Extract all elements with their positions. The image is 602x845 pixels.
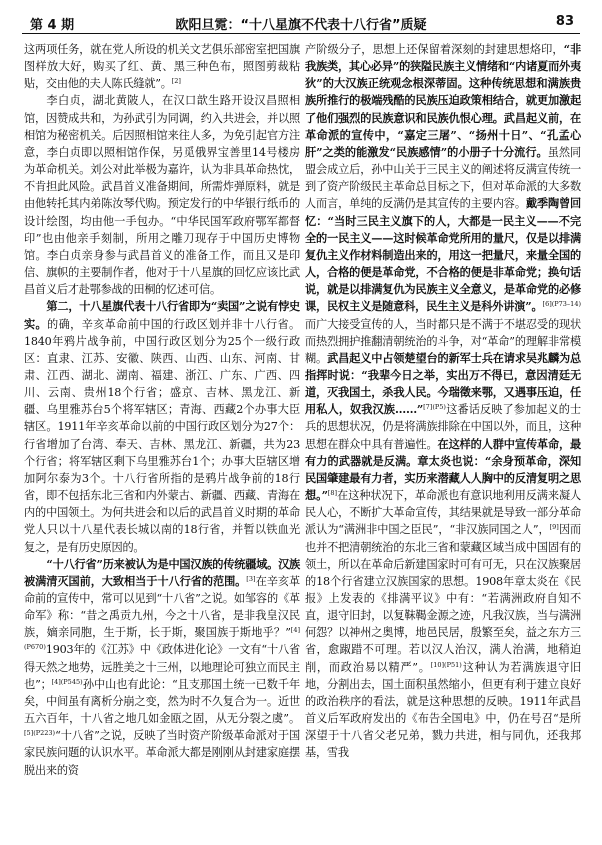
bold-text: “非我族类，其心必异”的狭隘民族主义情绪和“内诸夏而外夷狄”的大汉族正统观念根深蒂固。这种传统思想和满族贵族所推行的极端残酷的民族压迫政策相结合，就更加激起了他们强烈的民族意识和民族仇恨心理。武昌起义前，在革命派的宣传中，“嘉定三屠”、“扬州十日”、“孔孟心肝”之类的能激发“民族感情”的小册子十分流行。 (305, 42, 581, 159)
citation: [9] (549, 523, 559, 532)
paragraph (24, 298, 300, 555)
bold-text: 在这样的人群中宣传革命，最有力的武器就是反满。章太炎也说：“余身预革命，深知民国肇建最有力者，实历来潜藏人人胸中的反清复明之思想。” (305, 436, 581, 503)
paragraph-text: 李白贞，湖北黄陂人，在汉口歆生路开设汉昌照相馆，因赞成共和，为孙武引为同调，约入共进会，并以照相馆为秘密机关。后因照相馆来往人多，为免引起官方注意，李白贞即以照相馆作保，另觅俄界宝善里14号楼房为革命机关。刘公对此举极为嘉许，认为非具革命热忱，不肯担此风险。武昌首义准备期间，所需炸弹原料，就是由他转托其内弟陈汝琴代购。预定发行的中华银行纸币的设计绘图，均由他一手包办。“中华民国军政府鄂军都督印”也由他亲手刻制，所用之雕刀现存于中国历史博物馆。李白贞亲身参与武昌首义的准备工作，而且又是印信、旗帜的主要制作者，他对于十八星旗的回忆应该比武昌首义后才赴鄂参战的田桐的忆述可信。 (24, 94, 300, 297)
citation: [4](P545) (51, 677, 83, 686)
page-number: 83 (555, 14, 574, 29)
citation: [7](P5) (423, 403, 446, 412)
paragraph-text: 这番话反映了参加起义的士兵的思想状况，仍是将满族排除在中国以外，而且，这种思想在群众中具有普遍性。 (305, 403, 581, 451)
paragraph-text: 虽然同盟会成立后，孙中山关于三民主义的阐述将反满宣传统一到了资产阶级民主革命总目标之下，但对革命派的大多数人而言，单纯的反满仍是其宣传的主要内容。 (305, 145, 581, 211)
right-column (305, 41, 581, 762)
paragraph-text: 1903年的《江苏》中《政体进化论》一文有“十八省得天然之地势，远胜美之十三州，以地理论可独立而民主也”； (24, 643, 300, 691)
issue-number: 第 4 期 (30, 18, 75, 33)
paragraph-text: 这两项任务，就在党人所设的机关文艺俱乐部密室把国旗图样放大好，购买了红、黄、黑三种色布，照图剪裁粘贴，交由他的夫人陈氏缝就”。 (24, 43, 300, 91)
citation: [8] (327, 489, 337, 498)
paragraph-text: 孙中山也有此论：“且支那国土统一已数千年矣，中间虽有离析分崩之变，然为时不久复合为一。近世五六百年，十八省之地几如金瓯之固，从无分裂之虞”。 (24, 677, 300, 726)
citation: [3] (246, 574, 256, 583)
paragraph-text: 的确，辛亥革命前中国的行政区划并非十八行省。1840年鸦片战争前，中国行政区划分为25个一级行政区：直隶、江苏、安徽、陕西、山西、山东、河南、甘肃、江西、湖北、湖南、福建、浙江、广东、广西、四川、云南、贵州18个行省；盛京、吉林、黑龙江、新疆、乌里雅苏台5个将军辖区；青海、西藏2个办事大臣辖区。1911年辛亥革命以前的中国行政区划分为27个：行省增加了台湾、奉天、吉林、黑龙江、新疆，共为23个行省；将军辖区剩下乌里雅苏台1个；办事大臣辖区增加阿尔泰为3个。十八行省所指的是鸦片战争前的18行省，即不包括东北三省和内外蒙古、新疆、西藏、青海在内的中国领土。为何共进会和以后的武昌首义时期的革命党人只以十八星代表长城以南的18行省，并暂以铁血光复之，是有历史原因的。 (24, 317, 300, 554)
citation: [6](P73–14) (542, 300, 581, 309)
citation: [5](P223) (24, 729, 56, 738)
running-header (22, 8, 580, 34)
paragraph-text: 在这种状况下，革命派也有意识地利用反满来凝人民人心，不断扩大革命宣传，其结果就是导致一部分革命派认为“满洲非中国之臣民”，“非汉族同国之人”， (305, 489, 581, 537)
left-column (24, 41, 300, 779)
bold-lead: 第二，十八星旗代表十八行省即为“卖国”之说有悖史实。 (24, 299, 300, 331)
paragraph-text: 这种认为若满族退守旧地，分割出去，国土面积虽然缩小，但更有利于建立良好的政治秩序的看法，就是这种思想的反映。1911年武昌首义后军政府发出的《布告全国电》中，仍在号召“是所深望于十八省父老兄弟，戮力共进，相与同仇，还我邦基，雪我 (305, 660, 581, 760)
paragraph-text: “十八省”之说，反映了当时资产阶级革命派对于国家民族问题的认识水平。革命派大都是刚刚从封建家庭摆脱出来的资 (24, 729, 300, 777)
paragraph (24, 556, 300, 779)
paragraph-text: 因而也并不把清朝统治的东北三省和蒙藏区域当成中国固有的领土，所以在革命后新建国家时可有可无，只在汉族聚居的18个行省建立汉族国家的思想。1908年章太炎在《民报》上发表的《排满平议》中有：“若满洲政府自知不直，退守旧封，以复靺鞨金源之迹，凡我汉族，当与满洲何怨？以神州之奥博，地邑民居，殷繁至矣，益之东方三省，愈踧踖不可理。若以汉人治汉，满人治满，地稍迫削，而政治易以精严”。 (305, 523, 581, 674)
citation: [2] (171, 77, 181, 86)
paragraph (24, 92, 300, 298)
bold-text: “十八行省”历来被认为是中国汉族的传统疆域。汉族被满清灭国前，大致相当于十八行省的范围。 (24, 556, 300, 588)
citation: [4](P670) (24, 626, 300, 652)
article-title: 欧阳旦霓：“十八星旗不代表十八行省”质疑 (175, 18, 427, 33)
paragraph-text: 产阶级分子，思想上还保留着深刻的封建思想烙印， (305, 43, 564, 56)
paragraph (24, 41, 300, 92)
paragraph-text: 而广大接受宣传的人，当时都只是不满于不堪忍受的现状而热烈拥护推翻清朝统治的斗争，对“革命”的理解非常模糊。 (305, 317, 581, 365)
citation: [10](P51) (430, 660, 462, 669)
bold-text: 戴季陶曾回忆：“当时三民主义旗下的人，大都是一民主义——不完全的一民主义——这时候革命党所用的量尺，仅是以排满复仇主义作材料制造出来的，用这一把量尺，来量全国的人，合格的便是革命党，不合格的便是非革命党；换句话说，就是以排满复仇为民族主义全意义，是革命党的必修课，民权主义是随意科，民生主义是科外讲演”。 (305, 196, 581, 314)
paragraph-text: 在辛亥革命前的宣传中，常可以见到“十八省”之说。如邹容的《革命军》称：“昔之禹贡九州，今之十八省，是非我皇汉民族，嫡亲同胞，生于斯，长于斯，聚国族于斯地乎？” (24, 574, 300, 640)
bold-text: 武昌起义中占领楚望台的新军士兵在请求吴兆麟为总指挥时说：“我辈今日之举，实出万不得已，意因清廷无道，灭我国土，杀我人民。今瑞徵来鄂，又遇事压迫，任用私人，奴我汉族……” (305, 350, 581, 417)
paragraph (305, 41, 581, 762)
